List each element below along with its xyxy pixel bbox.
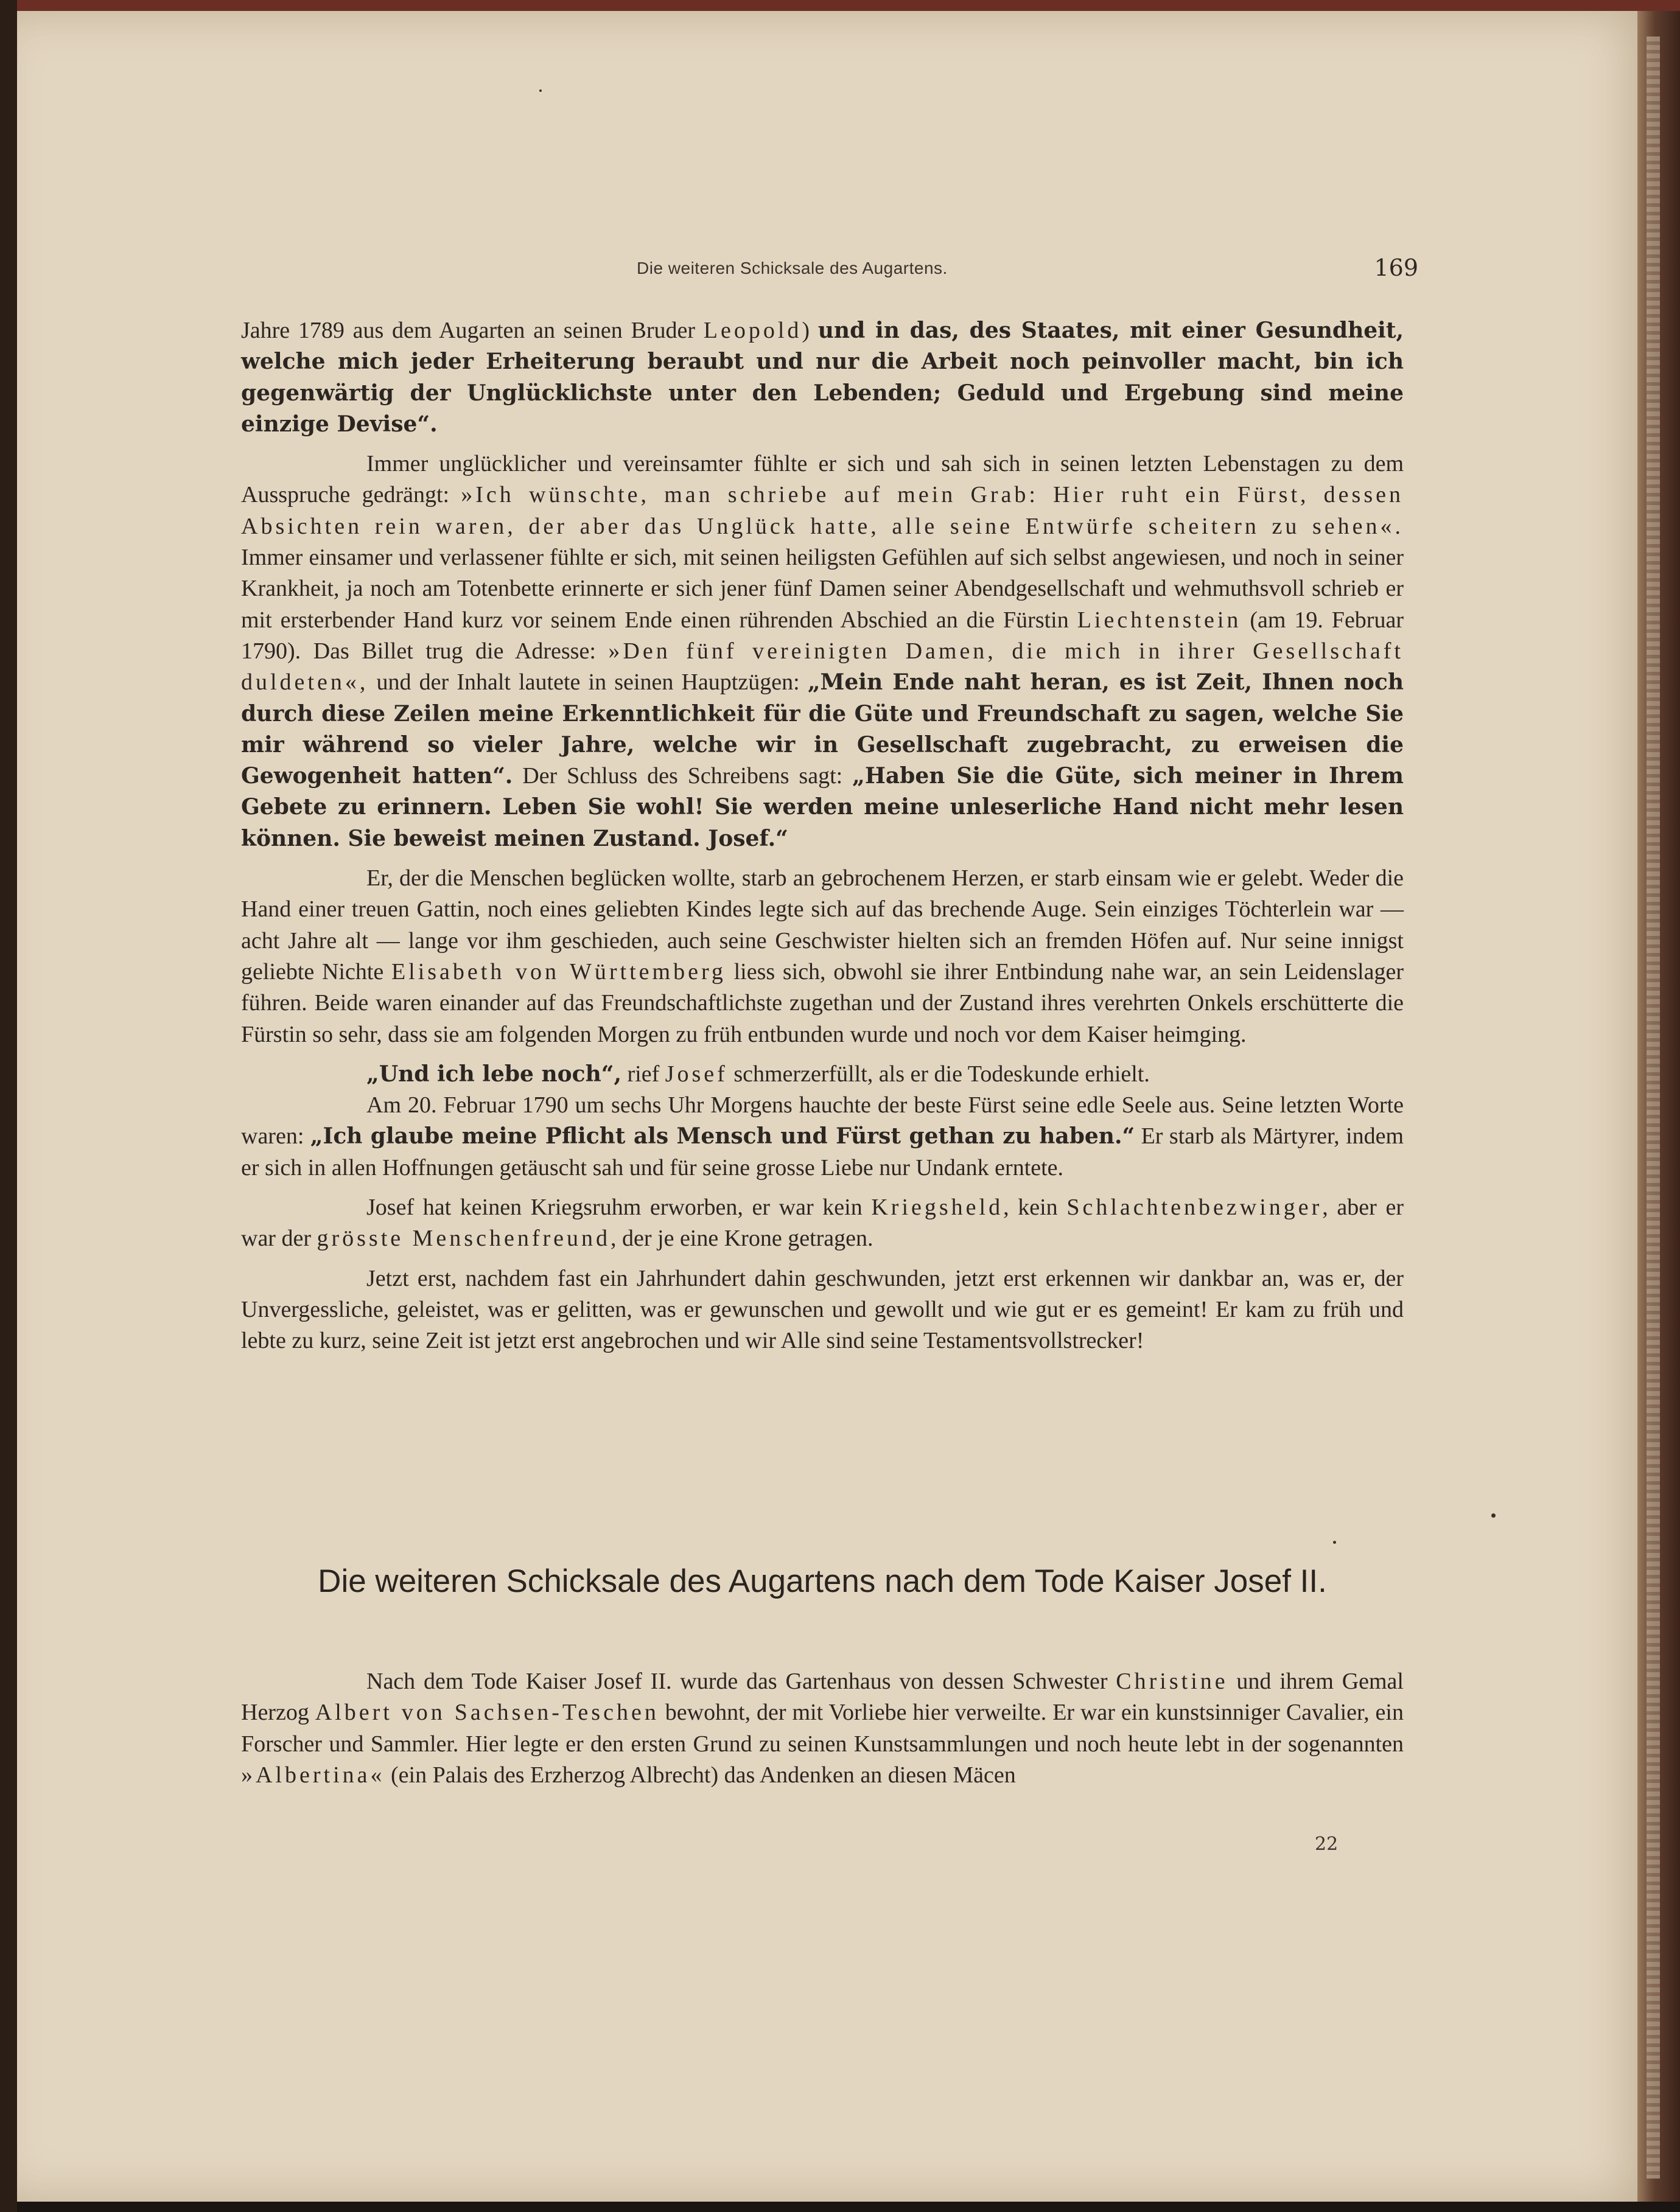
paragraph-2	[241, 448, 1404, 854]
page-number: 169	[1374, 254, 1418, 281]
fraktur-quote: und in das, des Staates, mit einer Gesundheit, welche mich jeder Erheiterung beraubt und nur die Arbeit noch peinvoller macht, bin ich gegenwärtig der Unglücklichste unter den Lebenden; Geduld und Ergebung sind meine einzige Devise“.	[241, 318, 1404, 437]
text-run: und der Inhalt lautete in seinen Hauptzügen:	[368, 669, 808, 696]
paper-speck	[1491, 1513, 1496, 1518]
text-run: bewohnt, der mit Vorliebe hier verweilte. Er war ein kunstsinniger Cavalier, ein Forscher und Sammler. Hier legte er den ersten Grund zu seinen Kunstsammlungen und noch heute lebt in der sogenannten	[241, 1700, 1404, 1757]
text-run: Am 20. Februar 1790 um sechs Uhr Morgens hauchte der beste Fürst seine edle Seele aus. Seine letzten Worte waren:	[241, 1092, 1404, 1150]
fraktur-quote: „Mein Ende naht heran, es ist Zeit, Ihnen noch durch diese Zeilen meine Erkenntlichkeit für die Güte und Freundschaft zu sagen, welche Sie mir während so vieler Jahre, welche wir in Gesellschaft zugebracht, zu erweisen die Gewogenheit hatten“.	[241, 669, 1404, 789]
paragraph-6	[241, 1192, 1404, 1255]
text-run: (am 19. Februar 1790). Das Billet trug die Adresse:	[241, 607, 1404, 664]
paragraph-5	[241, 1090, 1404, 1184]
text-run: , der je eine Krone getragen.	[611, 1226, 873, 1252]
top-page-edge	[0, 0, 1680, 11]
spaced-word: Schlachtenbezwinger	[1066, 1195, 1323, 1221]
paragraph-3	[241, 863, 1404, 1050]
section-heading: Die weiteren Schicksale des Augartens nach dem Tode Kaiser Josef II.	[318, 1563, 1327, 1599]
text-run: Nach dem Tode Kaiser Josef II. wurde das Gartenhaus von dessen Schwester	[366, 1669, 1116, 1694]
spaced-name: Leopold	[703, 318, 802, 343]
paragraph-7: Jetzt erst, nachdem fast ein Jahrhundert dahin geschwunden, jetzt erst erkennen wir dankbar an, was er, der Unvergessliche, geleistet, was er gelitten, was er gewunschen und gewollt und wie gut er es gemeint! Er kam zu früh und lebte zu kurz, seine Zeit ist jetzt erst angebrochen und wir Alle sind seine Testamentsvollstrecker!	[241, 1265, 1404, 1354]
spaced-word: grösste Menschenfreund	[317, 1226, 611, 1252]
spaced-name: Josef	[665, 1061, 728, 1087]
text-run: Immer einsamer und verlassener fühlte er sich, mit seinen heiligsten Gefühlen auf sich selbst angewiesen, und noch in seiner Krankheit, ja noch am Totenbette erinnerte er sich jener fünf Damen seiner Abendgesellschaft und wehmuthsvoll schrieb er mit ersterbender Hand kurz vor seinem Ende einen rührenden Abschied an die Fürstin	[241, 545, 1404, 633]
paragraph-4	[241, 1059, 1404, 1090]
text-run: , kein	[1003, 1195, 1067, 1221]
paragraph-1	[241, 315, 1404, 440]
spaced-name: Liechtenstein	[1077, 607, 1242, 633]
paper-speck	[539, 89, 542, 92]
spaced-name: Christine	[1116, 1669, 1228, 1694]
text-run: )	[802, 318, 818, 343]
running-head: Die weiteren Schicksale des Augartens.	[637, 259, 948, 277]
page-stack-edge	[1647, 37, 1660, 2179]
spaced-name: Elisabeth von Württemberg	[391, 958, 726, 985]
text-run: Josef hat keinen Kriegsruhm erworben, er war kein	[366, 1195, 872, 1221]
signature-mark: 22	[1315, 1833, 1339, 1855]
text-run: Er starb als Märtyrer, indem er sich in allen Hoffnungen getäuscht sah und für seine grosse Liebe nur Undank erntete.	[241, 1123, 1404, 1181]
fraktur-quote: „Haben Sie die Güte, sich meiner in Ihrem Gebete zu erinnern. Leben Sie wohl! Sie werden meine unleserliche Hand nicht mehr lesen können. Sie beweist meinen Zustand. Josef.“	[241, 763, 1404, 851]
text-run: Jahre 1789 aus dem Augarten an seinen Bruder	[241, 318, 704, 343]
text-run: , aber er war der	[241, 1195, 1404, 1252]
spaced-word: Kriegsheld	[871, 1195, 1004, 1221]
text-run: schmerzerfüllt, als er die Todeskunde erhielt.	[727, 1061, 1150, 1087]
text-run: rief	[621, 1061, 665, 1087]
left-book-edge	[0, 0, 17, 2212]
main-text	[241, 315, 1404, 1357]
paragraph-8	[241, 1666, 1404, 1791]
spaced-quote: »Ich wünschte, man schriebe auf mein Grab: Hier ruht ein Fürst, dessen Absichten rein waren, der aber das Unglück hatte, alle seine Entwürfe scheitern zu sehen«.	[241, 482, 1404, 539]
text-run: Immer unglücklicher und vereinsamter fühlte er sich und sah sich in seinen letzten Lebenstagen zu dem Ausspruche gedrängt:	[241, 451, 1404, 508]
text-run: liess sich, obwohl sie ihrer Entbindung nahe war, an sein Leidenslager führen. Beide waren einander auf das Freundschaftlichste zugethan und der Zustand ihres verehrten Onkels erschütterte die Fürstin so sehr, dass sie am folgenden Morgen zu früh entbunden wurde und noch vor dem Kaiser heimging.	[241, 958, 1404, 1047]
paper-speck	[1333, 1541, 1336, 1544]
fraktur-quote: „Und ich lebe noch“,	[366, 1061, 621, 1087]
section-text	[241, 1666, 1404, 1791]
text-run: (ein Palais des Erzherzog Albrecht) das Andenken an diesen Mäcen	[385, 1762, 1016, 1788]
spaced-name: Albert von Sachsen-Teschen	[315, 1700, 659, 1726]
text-run: Der Schluss des Schreibens sagt:	[513, 763, 853, 789]
text-run: und ihrem Gemal Herzog	[241, 1669, 1404, 1726]
spaced-name: »Albertina«	[241, 1762, 385, 1788]
spaced-quote: »Den fünf vereinigten Damen, die mich in ihrer Gesellschaft duldeten«,	[241, 638, 1404, 696]
text-run: Er, der die Menschen beglücken wollte, starb an gebrochenem Herzen, er starb einsam wie er gelebt. Weder die Hand einer treuen Gattin, noch eines geliebten Kindes legte sich auf das brechende Auge. Sein einziges Töchterlein war — acht Jahre alt — lange vor ihm geschieden, auch seine Geschwister hielten sich an fremden Höfen auf. Nur seine innigst geliebte Nichte	[241, 865, 1404, 985]
fraktur-quote: „Ich glaube meine Pflicht als Mensch und Fürst gethan zu haben.“	[310, 1123, 1135, 1150]
